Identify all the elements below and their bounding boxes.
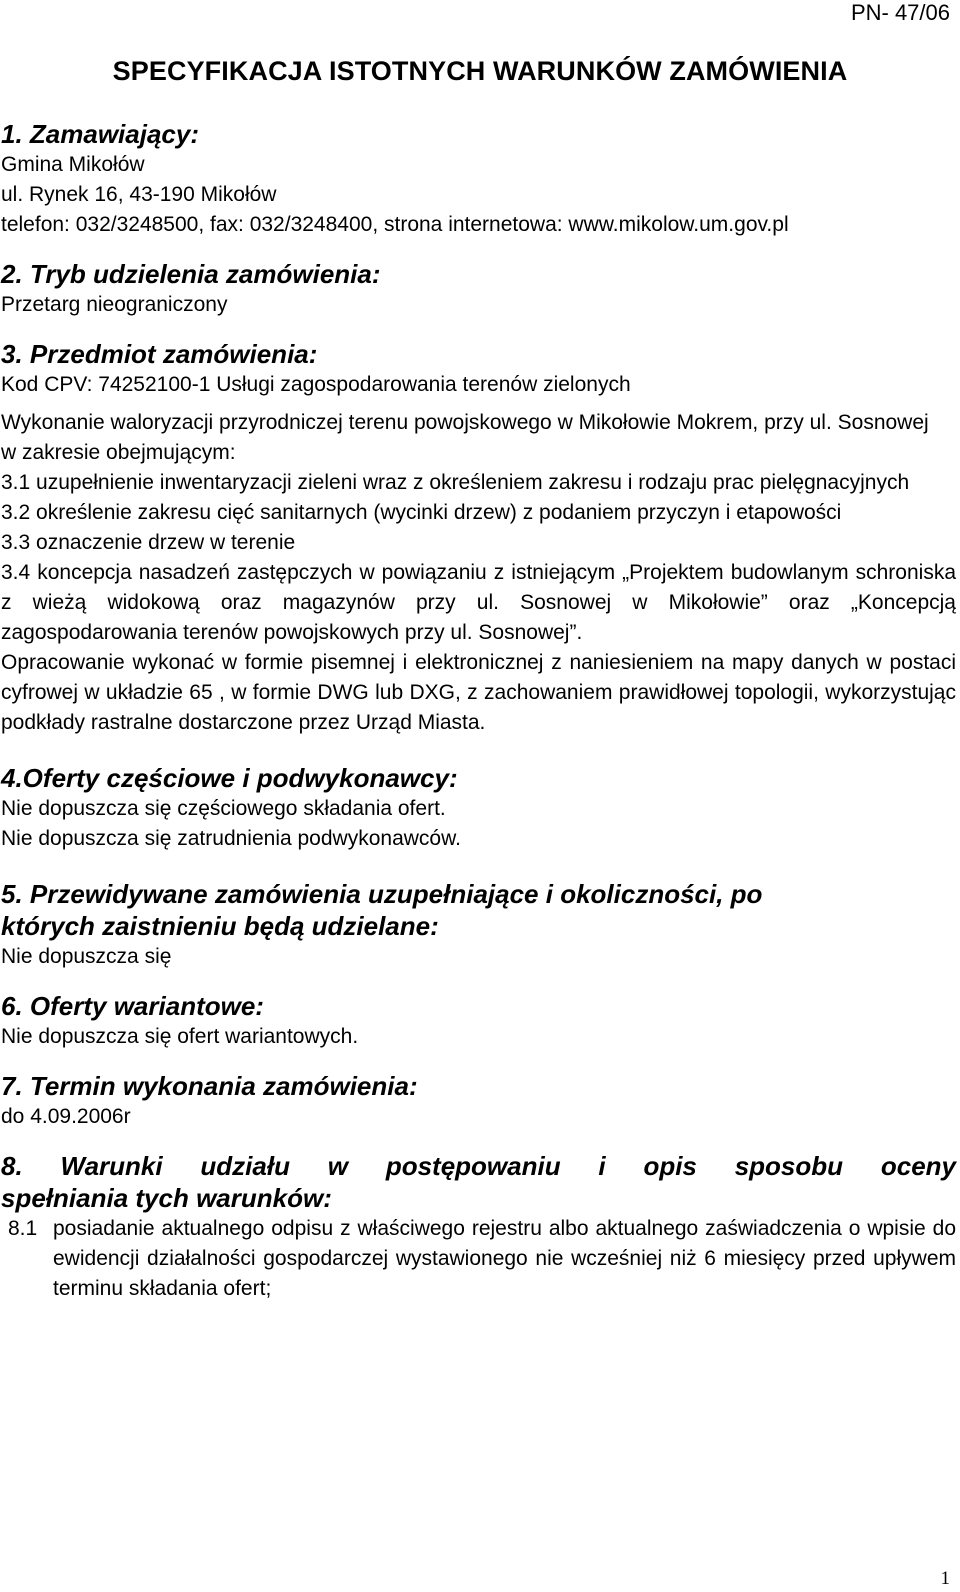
condition-item-text: posiadanie aktualnego odpisu z właściwego rejestru albo aktualnego zaświadczenia o wpisie do ewidencji działalności gospodarczej wystawionego nie wcześniej niż 6 miesięcy przed upływem terminu składania ofert; bbox=[53, 1217, 956, 1300]
contact-line: Gmina Mikołów bbox=[1, 153, 145, 176]
section-4-text: Nie dopuszcza się zatrudnienia podwykonawców. bbox=[1, 827, 461, 850]
deliverable-format: Opracowanie wykonać w formie pisemnej i elektronicznej z naniesieniem na mapy danych w postaci cyfrowej w układzie 65 , w formie DWG lub DXG, z zachowaniem prawidłowej topologii, wykorzystując podkłady rastralne dostarczone przez Urząd Miasta. bbox=[1, 651, 956, 734]
condition-item-number: 8.1 bbox=[8, 1217, 38, 1240]
section-8-heading-line-1: 8. Warunki udziału w postępowaniu i opis sposobu oceny bbox=[1, 1151, 956, 1181]
section-4-text: Nie dopuszcza się częściowego składania ofert. bbox=[1, 797, 446, 820]
scope-item: 3.1 uzupełnienie inwentaryzacji zieleni wraz z określeniem zakresu i rodzaju prac pielęgnacyjnych bbox=[1, 471, 910, 494]
document-body bbox=[1, 118, 956, 1304]
scope-label: w zakresie obejmującym: bbox=[1, 441, 236, 464]
section-4-heading bbox=[1, 762, 956, 794]
cpv-code: Kod CPV: 74252100-1 Usługi zagospodarowania terenów zielonych bbox=[1, 373, 631, 396]
section-4-heading-text: 4.Oferty częściowe i podwykonawcy: bbox=[1, 763, 458, 793]
contact-line: ul. Rynek 16, 43-190 Mikołów bbox=[1, 183, 277, 206]
section-5-heading-line-1: 5. Przewidywane zamówienia uzupełniające i okoliczności, po bbox=[1, 879, 763, 909]
subject-intro: Wykonanie waloryzacji przyrodniczej terenu powojskowego w Mikołowie Mokrem, przy ul. Sosnowej bbox=[1, 411, 929, 434]
document-reference: PN- 47/06 bbox=[850, 0, 950, 25]
section-2-text: Przetarg nieograniczony bbox=[1, 293, 228, 316]
section-7-heading: 7. Termin wykonania zamówienia: bbox=[1, 1071, 418, 1101]
scope-item: 3.4 koncepcja nasadzeń zastępczych w powiązaniu z istniejącym „Projektem budowlanym schroniska z wieżą widokową oraz magazynów przy ul. Sosnowej w Mikołowie” oraz „Koncepcją zagospodarowania terenów powojskowych przy ul. Sosnowej”. bbox=[1, 561, 956, 644]
section-5-text: Nie dopuszcza się bbox=[1, 945, 172, 968]
section-2-heading: 2. Tryb udzielenia zamówienia: bbox=[1, 259, 381, 289]
section-6-text: Nie dopuszcza się ofert wariantowych. bbox=[1, 1025, 359, 1048]
document-title: SPECYFIKACJA ISTOTNYCH WARUNKÓW ZAMÓWIENIA bbox=[112, 56, 848, 86]
scope-item: 3.2 określenie zakresu cięć sanitarnych (wycinki drzew) z podaniem przyczyn i etapowości bbox=[1, 501, 842, 524]
section-7-text: do 4.09.2006r bbox=[1, 1105, 131, 1128]
contact-line: telefon: 032/3248500, fax: 032/3248400, strona internetowa: www.mikolow.um.gov.pl bbox=[1, 213, 789, 236]
section-3-heading: 3. Przedmiot zamówienia: bbox=[1, 339, 318, 369]
section-5-heading-line-2: których zaistnieniu będą udzielane: bbox=[1, 911, 439, 941]
condition-item bbox=[1, 1214, 956, 1304]
section-1-heading: 1. Zamawiający: bbox=[1, 119, 199, 149]
section-6-heading: 6. Oferty wariantowe: bbox=[1, 991, 264, 1021]
scope-item: 3.3 oznaczenie drzew w terenie bbox=[1, 531, 296, 554]
page-number: 1 bbox=[940, 1568, 950, 1589]
section-8-heading-line-2: spełniania tych warunków: bbox=[1, 1183, 332, 1213]
